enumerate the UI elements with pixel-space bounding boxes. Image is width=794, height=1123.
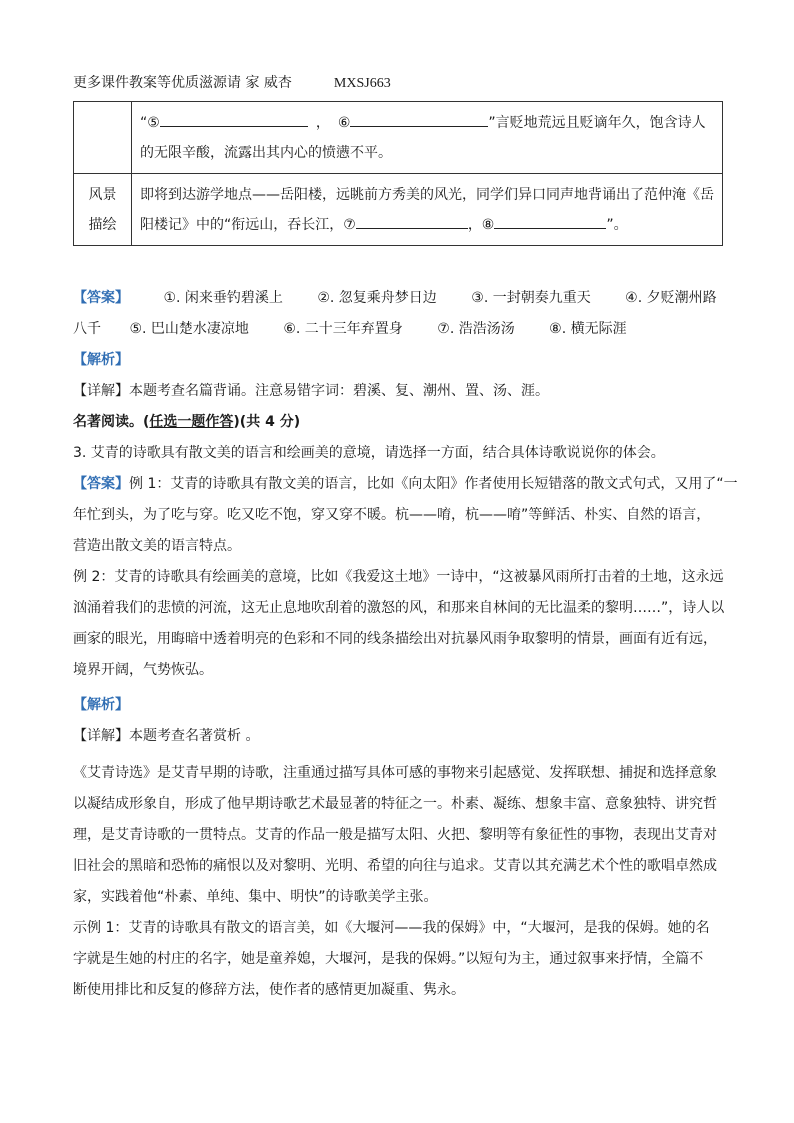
example-line: 断使用排比和反复的修辞方法，使作者的感情更加凝重、隽永。 xyxy=(73,982,465,998)
row-line-2: 的无限辛酸，流露出其内心的愤懑不平。 xyxy=(140,144,392,161)
paragraph-line: 旧社会的黑暗和恐怖的痛恨以及对黎明、光明、希望的向往与追求。艾青以其充满艺术个性的歌唱卓然成 xyxy=(73,858,717,874)
example-line: 字就是生她的村庄的名字，她是童养媳，大堰河，是我的保姆。”以短句为主，通过叙事来抒情，全篇不 xyxy=(73,951,704,967)
answer-item: ①. 闲来垂钓碧溪上 xyxy=(163,290,283,306)
text-pre: 阳楼记》中的“衔远山，吞长江，⑦ xyxy=(140,216,356,233)
answer-line xyxy=(73,283,723,314)
analysis-tag: 【解析】 xyxy=(73,352,129,368)
answer-item: ⑥. 二十三年弃置身 xyxy=(283,321,403,337)
answer-line: 营造出散文美的语言特点。 xyxy=(73,538,241,554)
paragraph-line: 理，是艾青诗歌的一贯特点。艾青的作品一般是描写太阳、火把、黎明等有象征性的事物，表现出艾青对 xyxy=(73,827,717,843)
answer-line: 例 2：艾青的诗歌具有绘画美的意境，比如《我爱这土地》一诗中，“这被暴风雨所打击着的土地，这永远 xyxy=(73,569,724,585)
blank-6[interactable] xyxy=(350,112,488,127)
answer-item: ⑦. 浩浩汤汤 xyxy=(437,321,515,337)
answer-item: ④. 夕贬潮州路 xyxy=(625,290,717,306)
header-text: 更多课件教案等优质滋源请 家 威杏 xyxy=(73,75,292,91)
row-line-1: 即将到达游学地点——岳阳楼，远眺前方秀美的风光，同学们异口同声地背诵出了范仲淹《岳 xyxy=(140,186,714,203)
row-label xyxy=(74,102,132,174)
blank-num-6: ⑥ xyxy=(337,114,351,131)
question-3: 3. 艾青的诗歌具有散文美的语言和绘画美的意境，请选择一方面，结合具体诗歌说说你的体会。 xyxy=(73,445,665,461)
answer-line: 境界开阔，气势恢弘。 xyxy=(73,662,213,678)
quote-close-text: ”言贬地荒远且贬谪年久，饱含诗人 xyxy=(488,114,706,131)
example-line: 示例 1：艾青的诗歌具有散文的语言美，如《大堰河——我的保姆》中，“大堰河，是我的保姆。她的名 xyxy=(73,920,710,936)
answer-tag: 【答案】 xyxy=(73,290,129,306)
answer-item: ⑧. 横无际涯 xyxy=(549,321,627,337)
page-header xyxy=(73,72,391,92)
answer-item: ②. 忽复乘舟梦日边 xyxy=(317,290,437,306)
quote-open: “⑤ xyxy=(140,114,160,131)
row-label: 风景 描绘 xyxy=(74,174,132,246)
detail-tag: 【详解】 xyxy=(73,728,129,744)
row-content xyxy=(132,174,723,246)
paragraph-line: 以凝结成形象自，形成了他早期诗歌艺术最显著的特征之一。朴素、凝练、想象丰富、意象独特、讲究哲 xyxy=(73,796,717,812)
text-end: ”。 xyxy=(606,216,628,233)
answer-item: ③. 一封朝奏九重天 xyxy=(471,290,591,306)
fill-in-table xyxy=(73,101,723,246)
answer-line: 汹涌着我们的悲愤的河流，这无止息地吹刮着的激怒的风，和那来自林间的无比温柔的黎明……”，诗人以 xyxy=(73,600,725,616)
paragraph-line: 家，实践着他“朴素、单纯、集中、明快”的诗歌美学主张。 xyxy=(73,889,438,905)
paragraph-line: 《艾青诗选》是艾青早期的诗歌，注重通过描写具体可感的事物来引起感觉、发挥联想、捕捉和选择意象 xyxy=(73,765,717,781)
table-row xyxy=(74,102,723,174)
detail-text: 本题考查名篇背诵。注意易错字词：碧溪、复、潮州、置、汤、涯。 xyxy=(129,383,549,399)
section-title: 名著阅读。(任选一题作答)(共 4 分) xyxy=(73,414,301,430)
analysis-tag: 【解析】 xyxy=(73,697,129,713)
answer-line: 画家的眼光，用晦暗中透着明亮的色彩和不同的线条描绘出对抗暴风雨争取黎明的情景，画面有近有远， xyxy=(73,631,717,647)
table-row xyxy=(74,174,723,246)
answer-tag: 【答案】 xyxy=(73,476,129,492)
answer-line xyxy=(73,314,723,345)
blank-num-8: ，⑧ xyxy=(467,216,495,233)
detail-line xyxy=(73,376,723,407)
row-content xyxy=(132,102,723,174)
detail-line xyxy=(73,721,723,752)
detail-tag: 【详解】 xyxy=(73,383,129,399)
comma: ， xyxy=(315,114,330,131)
blank-8[interactable] xyxy=(494,214,606,229)
answer-item-tail: 八千 xyxy=(73,321,101,337)
answer-block-1 xyxy=(73,283,738,1006)
header-code: MXSJ663 xyxy=(333,76,391,91)
answer-item: ⑤. 巴山楚水凄凉地 xyxy=(129,321,249,337)
detail-text: 本题考查名著赏析 。 xyxy=(129,728,260,744)
blank-7[interactable] xyxy=(356,214,468,229)
answer-line: 年忙到头，为了吃与穿。吃又吃不饱，穿又穿不暖。杭——唷，杭——唷”等鲜活、朴实、自然的语言， xyxy=(73,507,711,523)
answer-line: 【答案】例 1：艾青的诗歌具有散文美的语言，比如《向太阳》作者使用长短错落的散文式句式，又用了“一 xyxy=(73,476,738,492)
blank-5[interactable] xyxy=(160,112,308,127)
